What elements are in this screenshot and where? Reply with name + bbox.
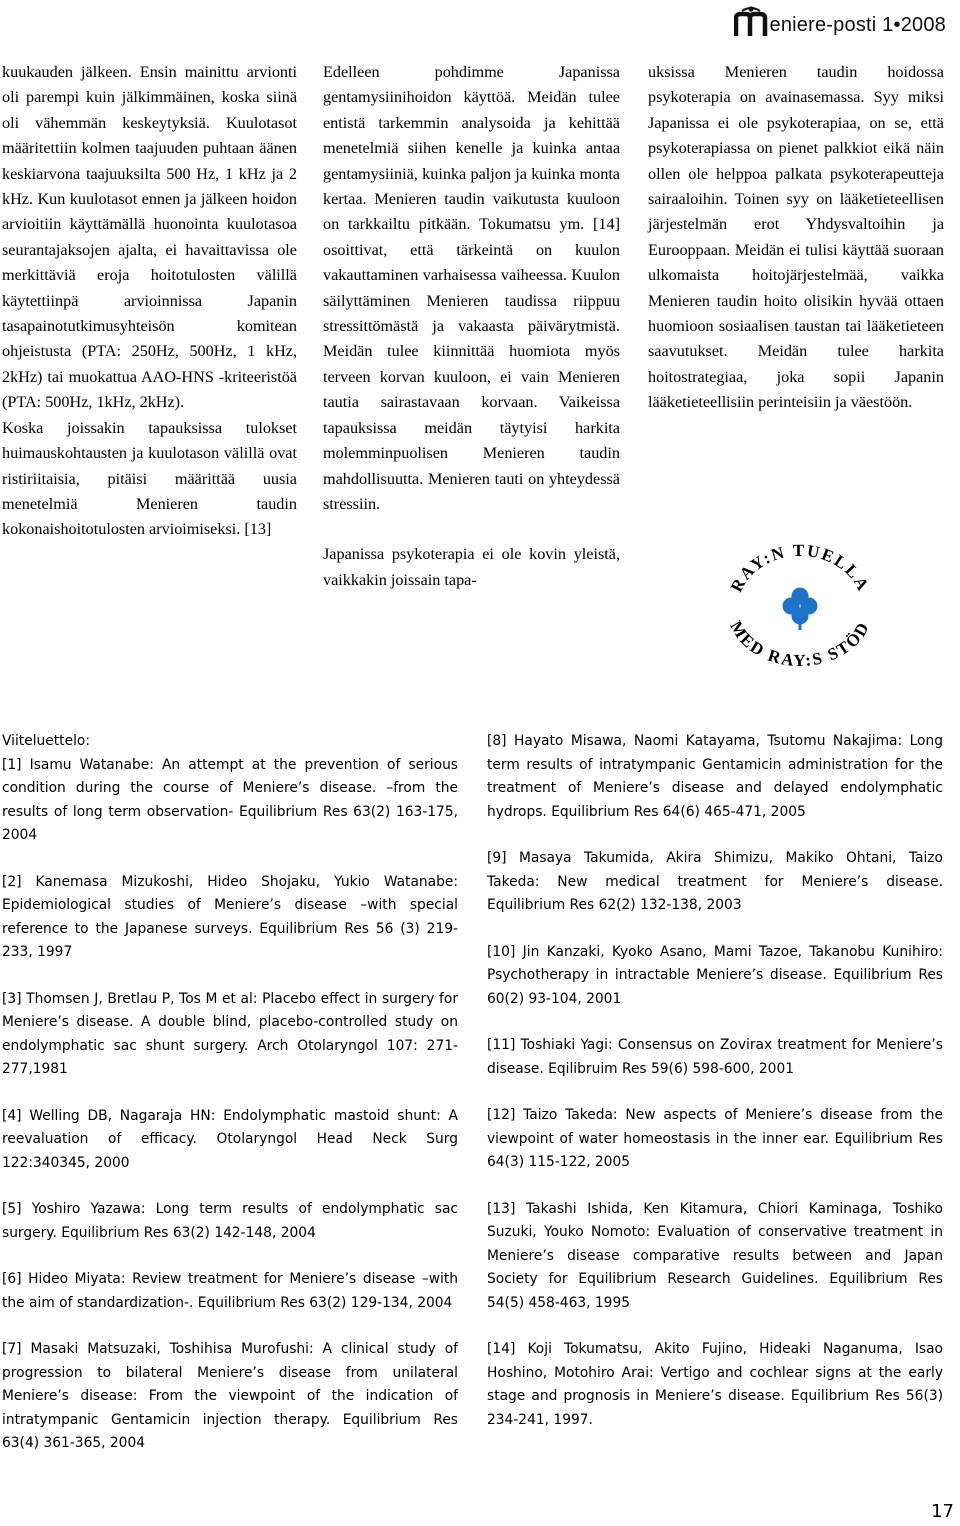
paragraph: Edelleen pohdimme Japanissa gentamysiinihoidon käyttöä. Meidän tulee entistä tarkemmin analysoida ja kehittää menetelmiä siihen kenelle ja kuinka antaa gentamysiiniä, kuinka paljon ja kuinka monta kertaa. Menieren taudin vaikutusta kuuloon on tarkkailtu pitkään. Tokumatsu ym. [14] osoittivat, että tärkeintä on kuulon vakauttaminen varhaisessa vaiheessa. Kuulon säilyttäminen Menieren taudissa riippuu stressittömästä ja vakaasta päivärytmistä. Meidän tulee kiinnittää huomiota myös terveen korvan kuuloon, ei vain Menieren tautia sairastavaan korvaan. Vaikeissa tapauksissa meidän täytyisi harkita molemminpuolisen Menieren taudin mahdollisuutta. Menieren tauti on yhteydessä stressiin. (323, 63, 620, 513)
reference-item: [9] Masaya Takumida, Akira Shimizu, Makiko Ohtani, Taizo Takeda: New medical treatment for Meniere’s disease. Equilibrium Res 62(2) 132-138, 2003 (487, 850, 943, 913)
article-column-3 (648, 60, 944, 416)
paragraph: Japanissa psykoterapia ei ole kovin yleistä, vaikkakin joissain tapa- (323, 545, 620, 589)
paragraph: uksissa Menieren taudin hoidossa psykoterapia on avainasemassa. Syy miksi Japanissa ei ole psykoterapiaa, on se, että psykoterapiassa on pienet palkkiot eikä näin ollen ole helppoa palkata psykoterapeutteja sairaaloihin. Toinen syy on lääketieteellisen järjestelmän erot Yhdysvaltoihin ja Eurooppaan. Meidän ei tulisi käyttää suoraan ulkomaista hoitojärjestelmää, vaikka Menieren taudin hoito olisikin hyvää ottaen huomioon sosiaalisen taustan tai lääketieteen saavutukset. Meidän tulee harkita hoitostrategiaa, joka sopii Japanin lääketieteellisiin perinteisiin ja väestöön. (648, 63, 944, 412)
references-right (487, 730, 943, 1455)
page-header (734, 4, 946, 38)
reference-item: [6] Hideo Miyata: Review treatment for Meniere’s disease –with the aim of standardization-. Equilibrium Res 63(2) 129-134, 2004 (2, 1271, 458, 1311)
reference-item: [11] Toshiaki Yagi: Consensus on Zovirax treatment for Meniere’s disease. Eqilibruim Res 59(6) 598-600, 2001 (487, 1037, 943, 1077)
meniere-logo-icon (734, 6, 768, 38)
page-number: 17 (931, 1501, 954, 1522)
ray-seal-logo (700, 530, 900, 670)
references-left (2, 730, 458, 1479)
reference-item: [2] Kanemasa Mizukoshi, Hideo Shojaku, Yukio Watanabe: Epidemiological studies of Meniere’s disease –with special reference to the Japanese surveys. Equilibrium Res 56 (3) 219-233, 1997 (2, 873, 458, 960)
reference-item: [8] Hayato Misawa, Naomi Katayama, Tsutomu Nakajima: Long term results of intratympanic Gentamicin administration for the treatment of Meniere’s disease and delayed endolymphatic hydrops. Equilibrium Res 64(6) 465-471, 2005 (487, 733, 943, 820)
reference-item: [7] Masaki Matsuzaki, Toshihisa Murofushi: A clinical study of progression to bilateral Meniere’s disease from unilateral Meniere’s disease: From the viewpoint of the indication of intratympanic Gentamicin injection therapy. Equilibrium Res 63(4) 361-365, 2004 (2, 1341, 458, 1451)
reference-item: [5] Yoshiro Yazawa: Long term results of endolymphatic sac surgery. Equilibrium Res 63(2) 142-148, 2004 (2, 1201, 458, 1241)
reference-item: [14] Koji Tokumatsu, Akito Fujino, Hideaki Naganuma, Isao Hoshino, Motohiro Arai: Vertigo and cochlear signs at the early stage and prognosis in Meniere’s disease. Equilibrium Res 56(3) 234-241, 1997. (487, 1341, 943, 1428)
seal-text-top: RAY:N TUELLA (726, 540, 874, 596)
clover-icon (783, 588, 818, 631)
svg-text:RAY:N TUELLA (727, 541, 874, 595)
paragraph: Koska joissakin tapauksissa tulokset huimauskohtausten ja kuulotason välillä ovat ristiriitaisia, pitäisi määrittää uusia menetelmiä Menieren taudin kokonaishoitotulosten arvioimiseksi. [13] (2, 418, 297, 539)
reference-item: [13] Takashi Ishida, Ken Kitamura, Chiori Kaminaga, Toshiko Suzuki, Youko Nomoto: Evaluation of conservative treatment in Meniere’s disease comparative results between and Japan Society for Equilibrium Research Guidelines. Equilibrium Res 54(5) 458-463, 1995 (487, 1200, 943, 1311)
reference-item: [12] Taizo Takeda: New aspects of Meniere’s disease from the viewpoint of water homeostasis in the inner ear. Equilibrium Res 64(3) 115-122, 2005 (487, 1107, 943, 1170)
article-column-1 (2, 60, 297, 543)
reference-item: [3] Thomsen J, Bretlau P, Tos M et al: Placebo effect in surgery for Meniere’s disease. A double blind, placebo-controlled study on endolymphatic sac shunt surgery. Arch Otolaryngol 107: 271-277,1981 (2, 990, 458, 1077)
reference-item: [10] Jin Kanzaki, Kyoko Asano, Mami Tazoe, Takanobu Kunihiro: Psychotherapy in intractable Meniere’s disease. Equilibrium Res 60(2) 93-104, 2001 (487, 943, 943, 1007)
references-heading: Viiteluettelo: (2, 733, 90, 749)
paragraph: kuukauden jälkeen. Ensin mainittu arvionti oli parempi kuin jälkimmäinen, koska siinä oli vähemmän keskeytyksiä. Kuulotasot määritettiin kolmen taajuuden puhtaan äänen keskiarvona taajuuksilta 500 Hz, 1 kHz ja 2 kHz. Kun kuulotasot ennen ja jälkeen hoidon arvioitiin käyttämällä huonointa kuulotasoa seurantajaksojen ajalta, ei havaittavissa ole merkittäviä eroja hoitotulosten välillä käytettiinpä arvioinnissa Japanin tasapainotutkimusyhteisön komitean ohjeistusta (PTA: 250Hz, 500Hz, 1 kHz, 2kHz) tai muokattua AAO-HNS -kriteeristöä (PTA: 500Hz, 1kHz, 2kHz). (2, 63, 297, 412)
article-column-2 (323, 60, 620, 593)
reference-item: [1] Isamu Watanabe: An attempt at the prevention of serious condition during the course of Meniere’s disease. –from the results of long term observation- Equilibrium Res 63(2) 163-175, 2004 (2, 756, 458, 843)
header-title: eniere-posti 1•2008 (769, 14, 946, 36)
seal-text-bottom: MED RAY:S STÖD (726, 617, 874, 670)
reference-item: [4] Welling DB, Nagaraja HN: Endolymphatic mastoid shunt: A reevaluation of efficacy. Otolaryngol Head Neck Surg 122:340345, 2000 (2, 1107, 458, 1171)
